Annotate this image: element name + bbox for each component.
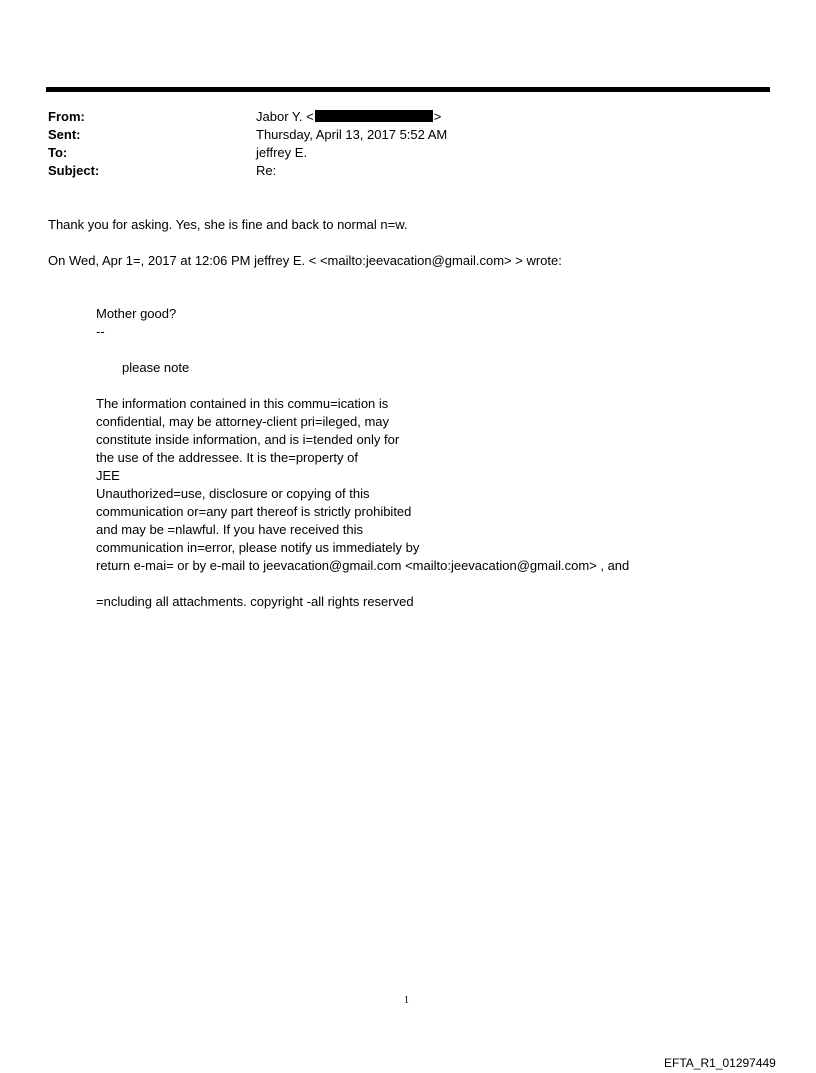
- from-bracket: >: [433, 109, 442, 124]
- reply-line: Thank you for asking. Yes, she is fine and back to normal n=w.: [48, 217, 408, 232]
- disclaimer-line: the use of the addressee. It is the=property of: [96, 450, 358, 465]
- page-number: 1: [404, 995, 409, 1006]
- subject-value: Re:: [256, 163, 277, 178]
- quoted-message: Mother good?: [96, 306, 177, 321]
- quote-intro: On Wed, Apr 1=, 2017 at 12:06 PM jeffrey E. < <mailto:jeevacation@gmail.com> > wrote:: [48, 253, 562, 268]
- to-value: jeffrey E.: [256, 145, 308, 160]
- closing-line: =ncluding all attachments. copyright -all rights reserved: [96, 594, 414, 609]
- disclaimer-line: Unauthorized=use, disclosure or copying of this: [96, 486, 370, 501]
- disclaimer-line: confidential, may be attorney-client pri=ileged, may: [96, 414, 390, 429]
- from-value: [256, 108, 441, 126]
- to-label: To:: [48, 145, 68, 160]
- disclaimer-line: communication or=any part thereof is strictly prohibited: [96, 504, 412, 519]
- redaction-box: [315, 110, 433, 122]
- disclaimer-line: and may be =nlawful. If you have received this: [96, 522, 364, 537]
- from-label: From:: [48, 109, 85, 124]
- subject-label: Subject:: [48, 163, 100, 178]
- sent-label: Sent:: [48, 127, 81, 142]
- disclaimer-line: return e-mai= or by e-mail to jeevacation@gmail.com <mailto:jeevacation@gmail.com> , and: [96, 558, 630, 573]
- disclaimer-line: JEE: [96, 468, 120, 483]
- header-rule: [46, 87, 770, 92]
- disclaimer-line: communication in=error, please notify us immediately by: [96, 540, 420, 555]
- from-name: Jabor Y. <: [256, 109, 314, 124]
- document-id: EFTA_R1_01297449: [664, 1056, 776, 1070]
- disclaimer-line: constitute inside information, and is i=tended only for: [96, 432, 400, 447]
- disclaimer-line: The information contained in this commu=ication is: [96, 396, 389, 411]
- sent-value: Thursday, April 13, 2017 5:52 AM: [256, 127, 448, 142]
- signature-dashes: --: [96, 324, 105, 339]
- please-note: please note: [122, 360, 190, 375]
